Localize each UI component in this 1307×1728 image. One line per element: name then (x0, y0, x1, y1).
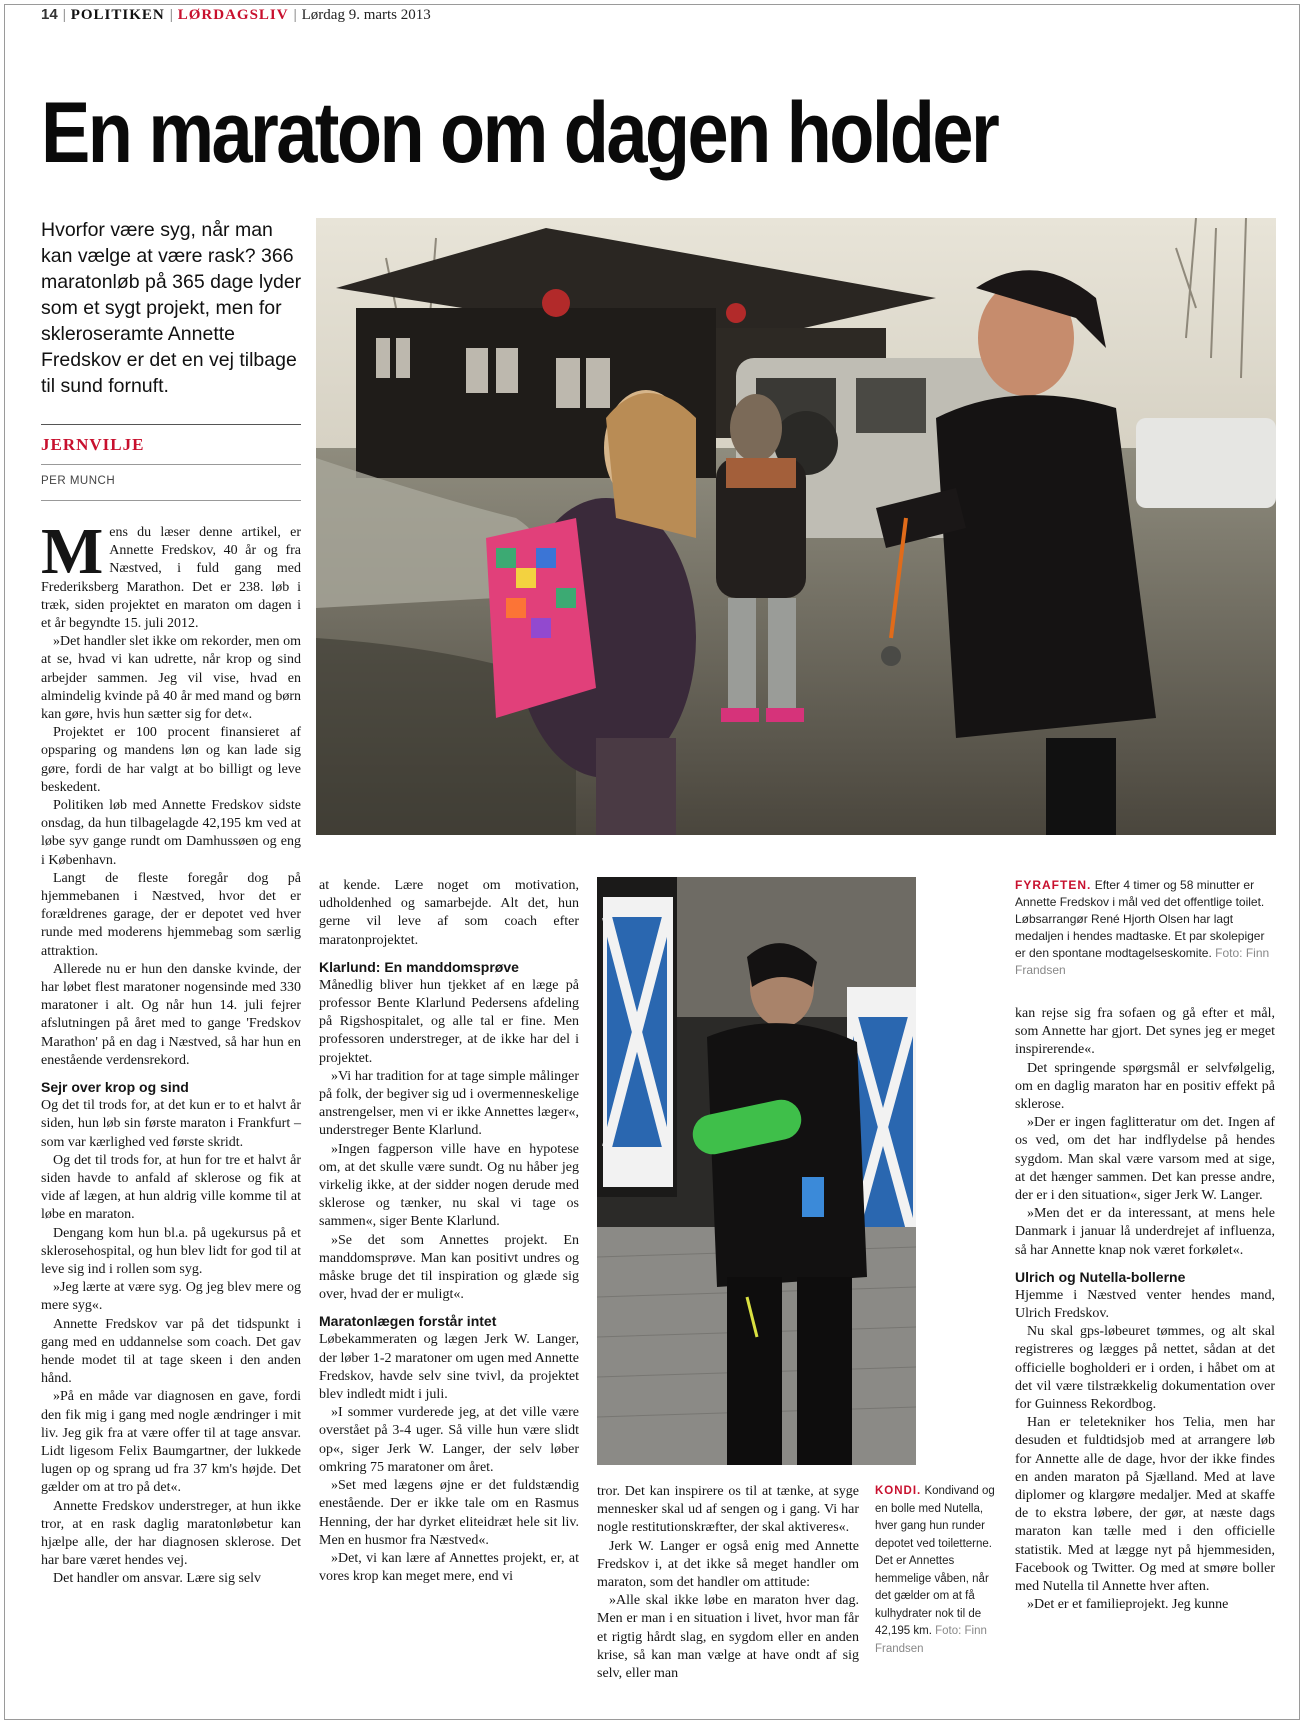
caption-kondi-label: KONDI. (875, 1485, 922, 1497)
photo-main-image (316, 218, 1276, 835)
photo-second-image (597, 877, 916, 1465)
col2-para-6: Løbekammeraten og lægen Jerk W. Langer, der løber 1-2 maratoner om ugen med Annette Fredskov, havde selv sine tvivl, da projektet blev indledt midt i juli. (319, 1332, 579, 1403)
col1-para-4: Politiken løb med Annette Fredskov sidste onsdag, da hun tilbagelagde 42,195 km ved at løbe syv gange rundt om Damhussøen og eng i København. (41, 798, 301, 868)
subhead-ulrich: Ulrich og Nutella-bollerne (1015, 1268, 1186, 1285)
drop-cap: M (41, 515, 104, 588)
byline-rule (41, 500, 301, 501)
subhead-maratonlaegen: Maratonlægen forstår intet (319, 1313, 497, 1330)
col2-para-8: »Set med lægens øjne er det fuldstændig enestående. Der er ikke tale om en Rasmus Henning, der har dyrket eliteidræt hele sit liv. Men en husmor fra Næstved«. (319, 1478, 579, 1548)
col1-para-12: »På en måde var diagnosen en gave, fordi den fik mig i gang med nogle ændringer i mit liv. Jeg gik fra at være offer til at tage ansvar. Lidt ligesom Felix Baumgartner, der lukkede lugen op og sprang ud fra 37 km's højde. Det gælder om at tro på det«. (41, 1389, 301, 1496)
col4-para-1: kan rejse sig fra sofaen og gå efter et mål, som Annette har gjort. Det synes jeg er meget inspirerende«. (1015, 1006, 1275, 1058)
kicker: JERNVILJE (41, 435, 145, 454)
headline: En maraton om dagen holder (41, 85, 998, 181)
col1-para-7: Og det til trods for, at det kun er to et halvt år siden, hun løb sin første maraton i Frankfurt – som var kærlighed ved første skridt. (41, 1098, 301, 1150)
byline: PER MUNCH (41, 475, 116, 487)
column-2 (319, 877, 579, 1586)
col3-para-2: Jerk W. Langer er også enig med Annette Fredskov i, at det ikke så meget handler om maraton, som det handler om attitude: (597, 1538, 859, 1591)
caption-fyraften (1015, 877, 1275, 979)
col1-para-14: Det handler om ansvar. Lære sig selv (53, 1571, 262, 1587)
col1-para-2: »Det handler slet ikke om rekorder, men om at se, hvad vi kan udrette, når krop og sind arbejder sammen. Jeg vil vise, hvad en almindelig kvinde på 40 år med mand og børn kan gøre, hvis hun sætter sig for det«. (41, 634, 301, 723)
col4-para-6: Nu skal gps-løbeuret tømmes, og alt skal registreres og lægges på nettet, sådan at det officielle bogholderi er i orden, i håbet om at det vil være tilstrækkelig dokumentation over for Guinness Rekordbog. (1015, 1324, 1275, 1413)
col3-para-1: tror. Det kan inspirere os til at tænke, at syge mennesker skal ud af sengen og i gang. Vi har nogle restitutionskræfter, der skal aktiveres«. (597, 1484, 859, 1536)
column-1 (41, 515, 301, 1589)
col3-para-3: »Alle skal ikke løbe en maraton hver dag. Men er man i en situation i livet, hvor man får et rigtig hårdt slag, en sygdom eller en anden krise, så kan man vælge at have ondt af sig selv, eller man (597, 1593, 859, 1682)
col4-para-7: Han er teletekniker hos Telia, men har desuden et fuldtidsjob med at arrangere løb for Annette alle de dage, hvor der ikke findes en anden maraton på Sjælland. Med at lave diplomer og klargøre medaljer. Med at skaffe de to ekstra løbere, der gør, at næste dags maraton kan tælle med i den officielle statistik. Med at lægge nyt på hjemmesiden, Facebook og Twitter. Og med at smøre boller med Nutella til Annette hver aften. (1015, 1415, 1275, 1595)
col2-para-4: »Ingen fagperson ville have en hypotese om, at det skulle være sundt. Og nu håber jeg virkelig ikke, at der sidder nogen derude med sklerose og tænker, nu skal vi tage os sammen«, siger Bente Klarlund. (319, 1141, 579, 1230)
col2-para-3: »Vi har tradition for at tage simple målinger på folk, der begiver sig ud i overmenneskelige anstrengelser, men vi er ikke Annettes læger«, understreger Bente Klarlund. (319, 1068, 579, 1139)
caption-kondi (875, 1483, 999, 1658)
column-3 (597, 1483, 859, 1683)
newspaper-page (4, 4, 1300, 1720)
col1-para-8: Og det til trods for, at hun for tre et halvt år siden havde to anfald af sklerose og fik at vide af lægen, at hun aldrig ville komme til at løbe en maraton. (41, 1152, 301, 1223)
caption-fyraften-label: FYRAFTEN. (1015, 878, 1092, 892)
col4-para-5: Hjemme i Næstved venter hendes mand, Ulrich Fredskov. (1015, 1287, 1275, 1322)
lede-rule (41, 424, 301, 425)
col2-para-7: »I sommer vurderede jeg, at det ville være overstået på 3-4 uger. Så ville hun være slidt op«, siger Jerk W. Langer, der selv løber omkring 75 maratoner om året. (319, 1405, 579, 1475)
caption-kondi-text: Kondivand og en bolle med Nutella, hver gang hun runder depotet ved toiletterne. Det er Annettes hemmelige våben, når det gælder om at få kulhydrater nok til de 42,195 km. (875, 1485, 995, 1637)
col1-para-13: Annette Fredskov understreger, at hun ikke tror, at en rask daglig maratonløbetur kan hjælpe alle, der har diagnosen sklerose. Det har bare været hendes vej. (41, 1498, 301, 1569)
masthead: 14 | POLITIKEN | LØRDAGSLIV | Lørdag 9. marts 2013 (41, 6, 431, 23)
subhead-sejr: Sejr over krop og sind (41, 1079, 189, 1096)
col1-para-5: Langt de fleste foregår dog på hjemmebanen i Næstved, hvor det er forældrenes garage, der er depotet ved hver runde med moderens hjemmebag som særlig attraktion. (41, 870, 301, 959)
col2-para-5: »Se det som Annettes projekt. En manddomsprøve. Man kan positivt undres og måske bruge det til inspiration og glæde sig over, hvad der er muligt«. (319, 1232, 579, 1303)
col1-para-6: Allerede nu er hun den danske kvinde, der har løbet flest maratoner nogensinde med 330 maratoner i alt. Og når hun 14. juli fejrer afslutningen på året med to gange 'Fredskov Marathon' på en dag i Næstved, så har hun en enestående verdensrekord. (41, 961, 301, 1068)
page-number: 14 (41, 6, 58, 23)
col4-para-8: »Det er et familieprojekt. Jeg kunne (1027, 1597, 1229, 1613)
col2-para-9: »Det, vi kan lære af Annettes projekt, er, at vores krop kan meget mere, end vi (319, 1550, 579, 1585)
col4-para-4: »Men det er da interessant, at mens hele Danmark i januar lå underdrejet af influenza, så har Annette knap nok været forkølet«. (1015, 1206, 1275, 1258)
col4-para-2: Det springende spørgsmål er selvfølgelig, om en daglig maraton har en positiv effekt på sklerose. (1015, 1060, 1275, 1113)
col1-para-3: Projektet er 100 procent finansieret af opsparing og mandens løn og kan lade sig gøre, fordi de har valgt at bo billigt og leve beskedent. (41, 725, 301, 795)
section-name: LØRDAGSLIV (177, 7, 289, 23)
paper-name: POLITIKEN (70, 7, 165, 23)
caption-fyraften-credit: Foto: Finn Frandsen (1015, 946, 1270, 977)
photo-main (316, 218, 1276, 835)
col1-para-11: Annette Fredskov var på det tidspunkt i gang med en uddannelse som coach. Det gav hende modet til at tage skeen i den anden hånd. (41, 1316, 301, 1387)
lede: Hvorfor være syg, når man kan vælge at være rask? 366 maratonløb på 365 dage lyder som et sygt projekt, men for skleroseramte Annette Fredskov er det en vej tilbage til sund fornuft. (41, 219, 302, 397)
issue-date: Lørdag 9. marts 2013 (301, 7, 431, 23)
col1-para-9: Dengang kom hun bl.a. på ugekursus på et sklerosehospital, og hun blev lidt for god til at leve sig ind i rollen som syg. (41, 1225, 301, 1277)
subhead-klarlund: Klarlund: En manddomsprøve (319, 958, 519, 975)
caption-kondi-credit: Foto: Finn Frandsen (875, 1625, 987, 1655)
kicker-rule (41, 464, 301, 465)
col4-para-3: »Der er ingen faglitteratur om det. Ingen af os ved, om det har indflydelse på hendes sygdom. Man skal være varsom med at sige, at det hænger sammen. Det kan presse andre, der er i den situation«, siger Jerk W. Langer. (1015, 1115, 1275, 1204)
caption-fyraften-text: Efter 4 timer og 58 minutter er Annette Fredskov i mål ved det offentlige toilet. Løbsarrangør René Hjorth Olsen har lagt medaljen i hendes madtaske. Et par skolepiger er den spontane modtagelseskomite. (1015, 878, 1265, 960)
photo-second (597, 877, 916, 1465)
column-4 (1015, 1005, 1275, 1615)
col2-para-2: Månedlig bliver hun tjekket af en læge på professor Bente Klarlund Pedersens afdeling på Rigshospitalet, og alle tal er fine. Men professoren understreger, at de ikke har del i projektet. (319, 977, 579, 1066)
col1-para-1: Mens du læser denne artikel, er Annette Fredskov, 40 år og fra Næstved, i fuld gang med Frederiksberg Marathon. Det er 238. løb i træk, siden projektet en maraton om dagen i et år begyndte 15. juli 2012. (41, 515, 301, 632)
col1-para-10: »Jeg lærte at være syg. Og jeg blev mere og mere syg«. (41, 1280, 301, 1314)
col2-para-1: at kende. Lære noget om motivation, udholdenhed og samarbejde. Alt det, hun gerne vil leve af som coach efter maratonprojektet. (319, 878, 579, 948)
